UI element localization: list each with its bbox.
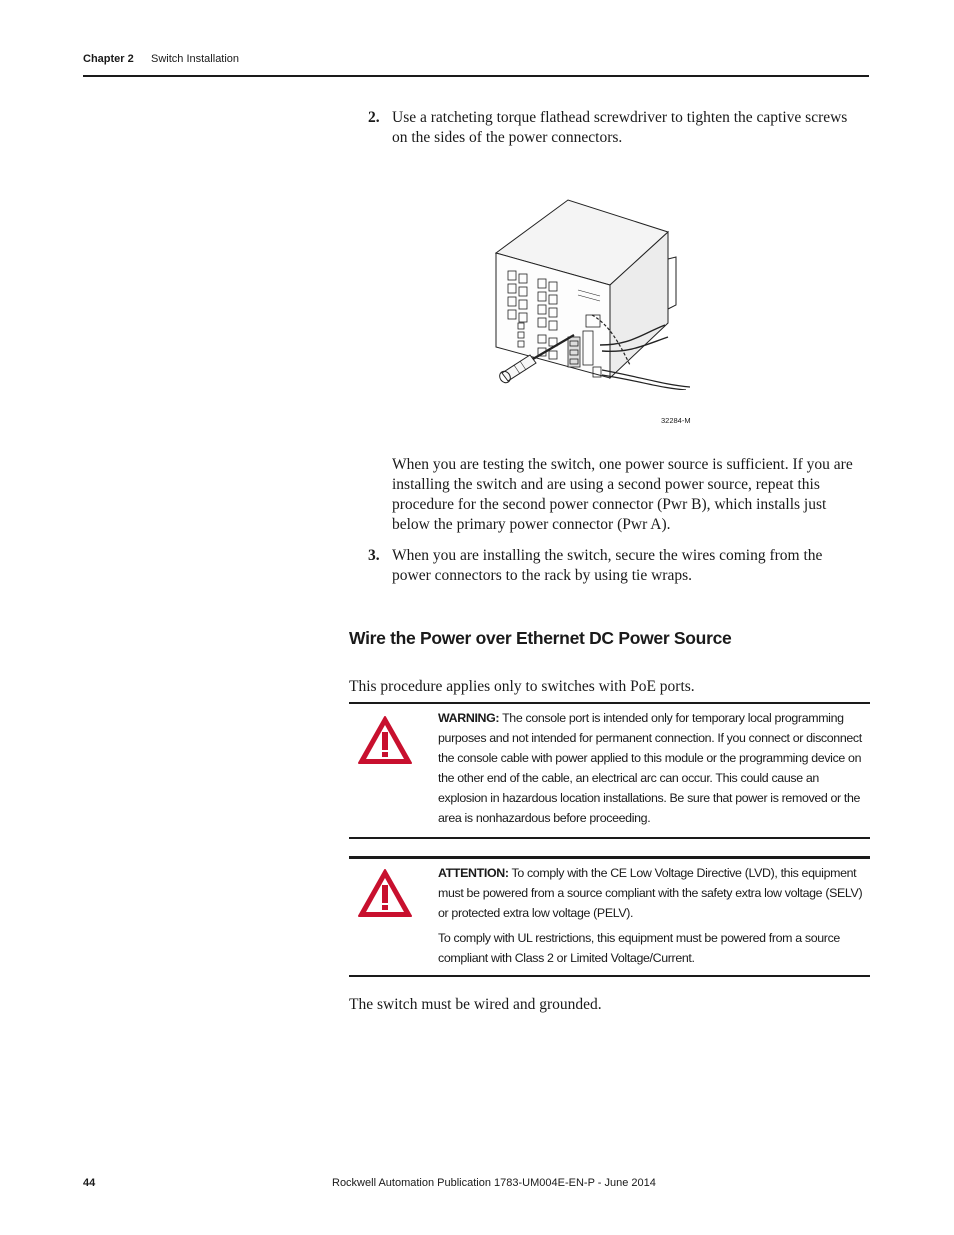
page-number: 44: [83, 1177, 96, 1189]
switch-illustration: [490, 195, 690, 390]
header-rule: [83, 75, 869, 77]
warning-text: [438, 708, 863, 828]
notice-bottom-rule: [349, 975, 870, 977]
publication-info: Rockwell Automation Publication 1783-UM004E-EN-P - June 2014: [332, 1177, 656, 1189]
warning-body: The console port is intended only for temporary local programming purposes and not intended for permanent connection. If you connect or disconnect the console cable with power applied to this module or the programming device on the other end of the cable, an electrical arc can occur. This could cause an explosion in hazardous location installations. Be sure that power is removed or the area is nonhazardous before proceeding.: [438, 711, 862, 825]
step-number: 3.: [368, 547, 380, 564]
step-text: When you are installing the switch, secure the wires coming from the power connectors to the rack by using tie wraps.: [392, 547, 823, 584]
testing-paragraph: When you are testing the switch, one power source is sufficient. If you are installing the switch and are using a second power source, repeat this procedure for the second power connector (Pwr B), which installs just below the primary power connector (Pwr A).: [392, 456, 853, 533]
attention-body-2: To comply with UL restrictions, this equipment must be powered from a source compliant with Class 2 or Limited Voltage/Current.: [438, 931, 840, 965]
attention-notice: [349, 856, 870, 978]
switch-drawing: [490, 195, 690, 390]
attention-triangle-icon: [357, 868, 413, 923]
notice-top-rule: [349, 856, 870, 859]
section-intro: This procedure applies only to switches with PoE ports.: [349, 678, 695, 695]
figure-caption: 32284-M: [661, 416, 691, 425]
notice-top-rule: [349, 702, 870, 704]
notice-bottom-rule: [349, 837, 870, 839]
warning-triangle-icon: [357, 715, 413, 770]
section-label: Switch Installation: [151, 53, 240, 65]
chapter-label: Chapter 2: [83, 53, 134, 65]
attention-body-1: To comply with the CE Low Voltage Directive (LVD), this equipment must be powered from a source compliant with the safety extra low voltage (SELV) or protected extra low voltage (PELV).: [438, 866, 863, 920]
attention-text: [438, 863, 863, 968]
closing-paragraph: The switch must be wired and grounded.: [349, 996, 602, 1013]
step-number: 2.: [368, 109, 380, 126]
running-header: [83, 53, 240, 65]
warning-notice: [349, 702, 870, 840]
attention-label: ATTENTION:: [438, 866, 509, 880]
step-text: Use a ratcheting torque flathead screwdriver to tighten the captive screws on the sides of the power connectors.: [392, 109, 848, 146]
section-heading: Wire the Power over Ethernet DC Power Source: [349, 628, 732, 648]
warning-label: WARNING:: [438, 711, 500, 725]
